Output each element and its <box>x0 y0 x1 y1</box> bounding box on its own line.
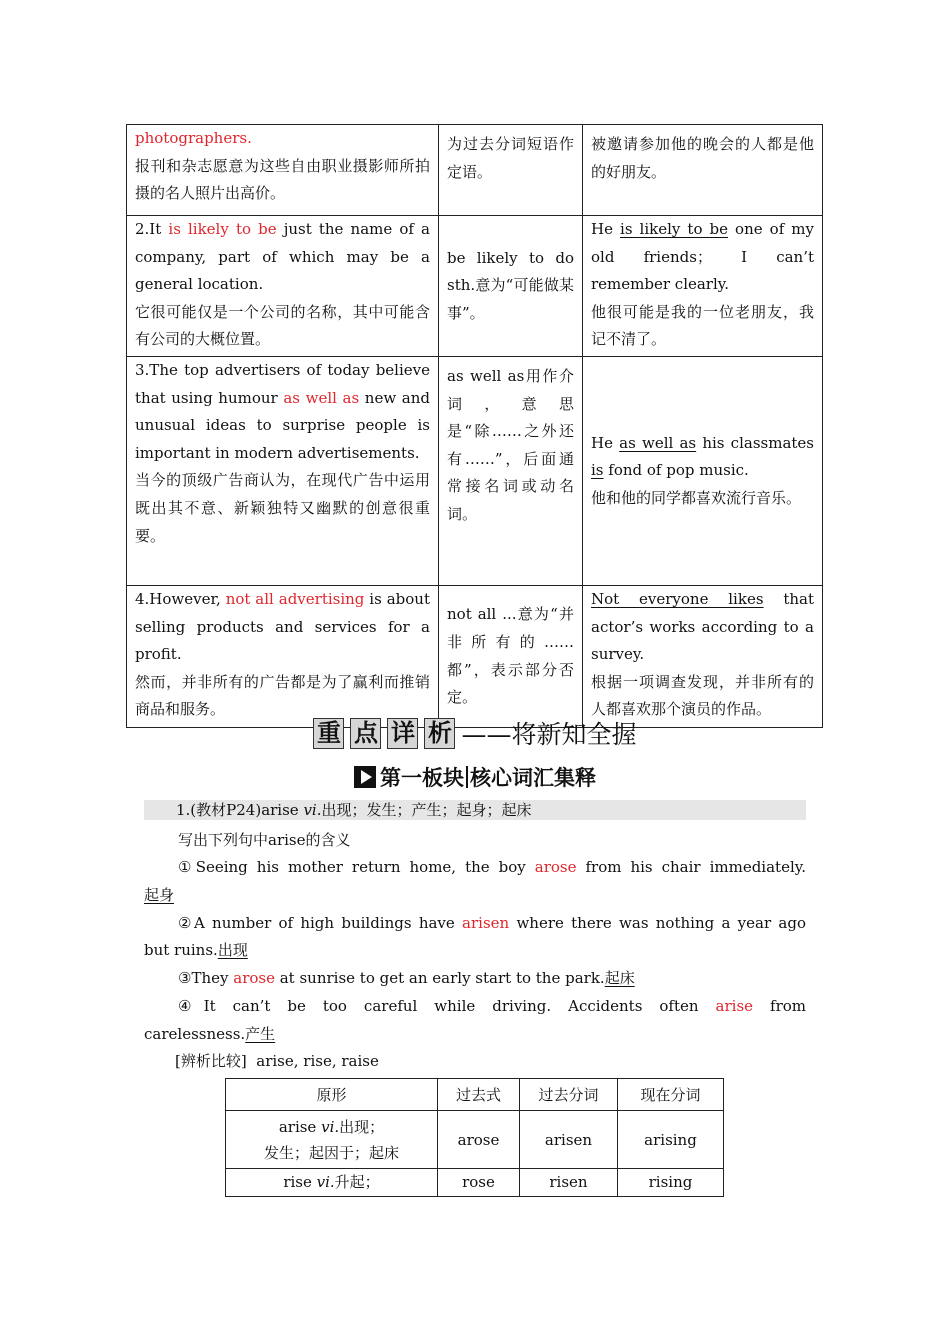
example-line: ③They arose at sunrise to get an early start to the park.起床 <box>178 969 635 987</box>
note-text: not all ...意为“并非所有的……都”，表示部分否定。 <box>447 605 574 707</box>
example-zh: 他和他的同学都喜欢流行音乐。 <box>591 488 802 507</box>
sub-heading <box>0 762 950 792</box>
sentence-cell <box>127 357 439 586</box>
example-en: one of my old friends； I can’t remember clearly. <box>591 220 814 294</box>
past-cell: arose <box>438 1111 520 1169</box>
word-forms-table <box>225 1078 724 1197</box>
sentence-analysis-table <box>126 124 823 728</box>
subheading-left: 第一板块 <box>380 766 464 790</box>
sentence-cell <box>127 125 439 216</box>
sentence-zh: 它很可能仅是一个公司的名称，其中可能含有公司的大概位置。 <box>135 302 430 349</box>
example-key: is likely to be <box>620 220 729 238</box>
table-row <box>226 1111 724 1169</box>
base-cell: rise vi.升起； <box>226 1169 438 1197</box>
example-en: his classmates <box>696 433 814 452</box>
example-en: He <box>591 433 620 452</box>
table-row <box>127 357 823 586</box>
example-line: ①Seeing his mother return home, the boy arose from his chair immediately. <box>178 858 806 876</box>
sentence-en: new and unusual ideas to surprise people is important in modern advertisements. <box>135 388 430 462</box>
table-row <box>127 586 823 728</box>
example-key: as well as <box>619 433 697 452</box>
note-cell <box>439 216 583 357</box>
sentence-en: just the name of a company, part of which may be a general location. <box>135 220 430 294</box>
ing-cell: arising <box>618 1111 724 1169</box>
example-cell <box>583 357 823 586</box>
item-title: 1.(教材P24)arise vi.出现；发生；产生；起身；起床 <box>144 800 806 820</box>
example-en: that actor’s works according to a survey. <box>591 590 814 664</box>
example-key: is <box>591 461 604 480</box>
ing-cell: rising <box>618 1169 724 1197</box>
note-text: as well as用作介词，意思是“除……之外还有……”，后面通常接名词或动名词。 <box>447 367 574 523</box>
sentence-en: 2.It <box>135 220 169 238</box>
sentence-cell <box>127 216 439 357</box>
table-row <box>127 125 823 216</box>
example-line: ②A number of high buildings have arisen where there was nothing a year ago <box>178 914 806 932</box>
example-zh: 被邀请参加他的晚会的人都是他的好朋友。 <box>591 135 814 181</box>
sentence-zh: 报刊和杂志愿意为这些自由职业摄影师所拍摄的名人照片出高价。 <box>135 156 430 203</box>
key-phrase: not all advertising <box>225 590 365 608</box>
example-cell <box>583 216 823 357</box>
sentence-cell <box>127 586 439 728</box>
heading-tail: ——将新知全握 <box>461 720 637 749</box>
example-cell <box>583 125 823 216</box>
answer: 起身 <box>144 886 175 904</box>
subheading-right: 核心词汇集释 <box>470 766 596 790</box>
heading-key-char: 重 <box>313 718 344 749</box>
note-cell <box>439 125 583 216</box>
section-heading <box>0 718 950 751</box>
heading-key-char: 详 <box>387 718 418 749</box>
example-en: fond of pop music. <box>603 461 749 480</box>
header-cell: 原形 <box>226 1079 438 1111</box>
play-icon <box>354 766 376 788</box>
example-cell <box>583 586 823 728</box>
sentence-en: is about selling products and services for a profit. <box>135 590 430 664</box>
pp-cell: arisen <box>520 1111 618 1169</box>
heading-key-char: 点 <box>350 718 381 749</box>
table-row <box>226 1169 724 1197</box>
note-text: 为过去分词短语作定语。 <box>447 135 574 181</box>
note-cell <box>439 357 583 586</box>
sentence-en: 3.The top advertisers of today believe that using humour <box>135 361 430 407</box>
example-key: Not everyone likes <box>591 590 764 608</box>
divider <box>466 766 468 788</box>
sentence-zh: 然而，并非所有的广告都是为了赢利而推销商品和服务。 <box>135 672 430 719</box>
sentence-zh: 当今的顶级广告商认为，在现代广告中运用既出其不意、新颖独特又幽默的创意很重要。 <box>135 471 430 545</box>
note-cell <box>439 586 583 728</box>
header-cell: 过去分词 <box>520 1079 618 1111</box>
example-en: He <box>591 220 621 238</box>
base-cell: arise vi.出现； 发生；起因于；起床 <box>226 1111 438 1169</box>
pp-cell: risen <box>520 1169 618 1197</box>
example-line-cont: but ruins.出现 <box>144 941 248 959</box>
header-cell: 现在分词 <box>618 1079 724 1111</box>
example-zh: 根据一项调查发现，并非所有的人都喜欢那个演员的作品。 <box>591 672 814 719</box>
note-text: be likely to do sth.意为“可能做某事”。 <box>447 248 574 322</box>
header-cell: 过去式 <box>438 1079 520 1111</box>
compare-line: [辨析比较] arise, rise, raise <box>175 1052 379 1070</box>
key-phrase: as well as <box>283 388 360 407</box>
heading-key-char: 析 <box>424 718 455 749</box>
table-row <box>127 216 823 357</box>
sentence-en: photographers. <box>135 129 252 147</box>
key-phrase: is likely to be <box>168 220 277 238</box>
sentence-en: 4.However, <box>135 590 226 608</box>
example-zh: 他很可能是我的一位老朋友，我记不清了。 <box>591 302 814 349</box>
table-header-row <box>226 1079 724 1111</box>
example-line-cont: carelessness.产生 <box>144 1025 276 1043</box>
instruction: 写出下列句中arise的含义 <box>178 831 351 849</box>
example-line: ④It can’t be too careful while driving. Accidents often arise from <box>178 997 806 1015</box>
past-cell: rose <box>438 1169 520 1197</box>
